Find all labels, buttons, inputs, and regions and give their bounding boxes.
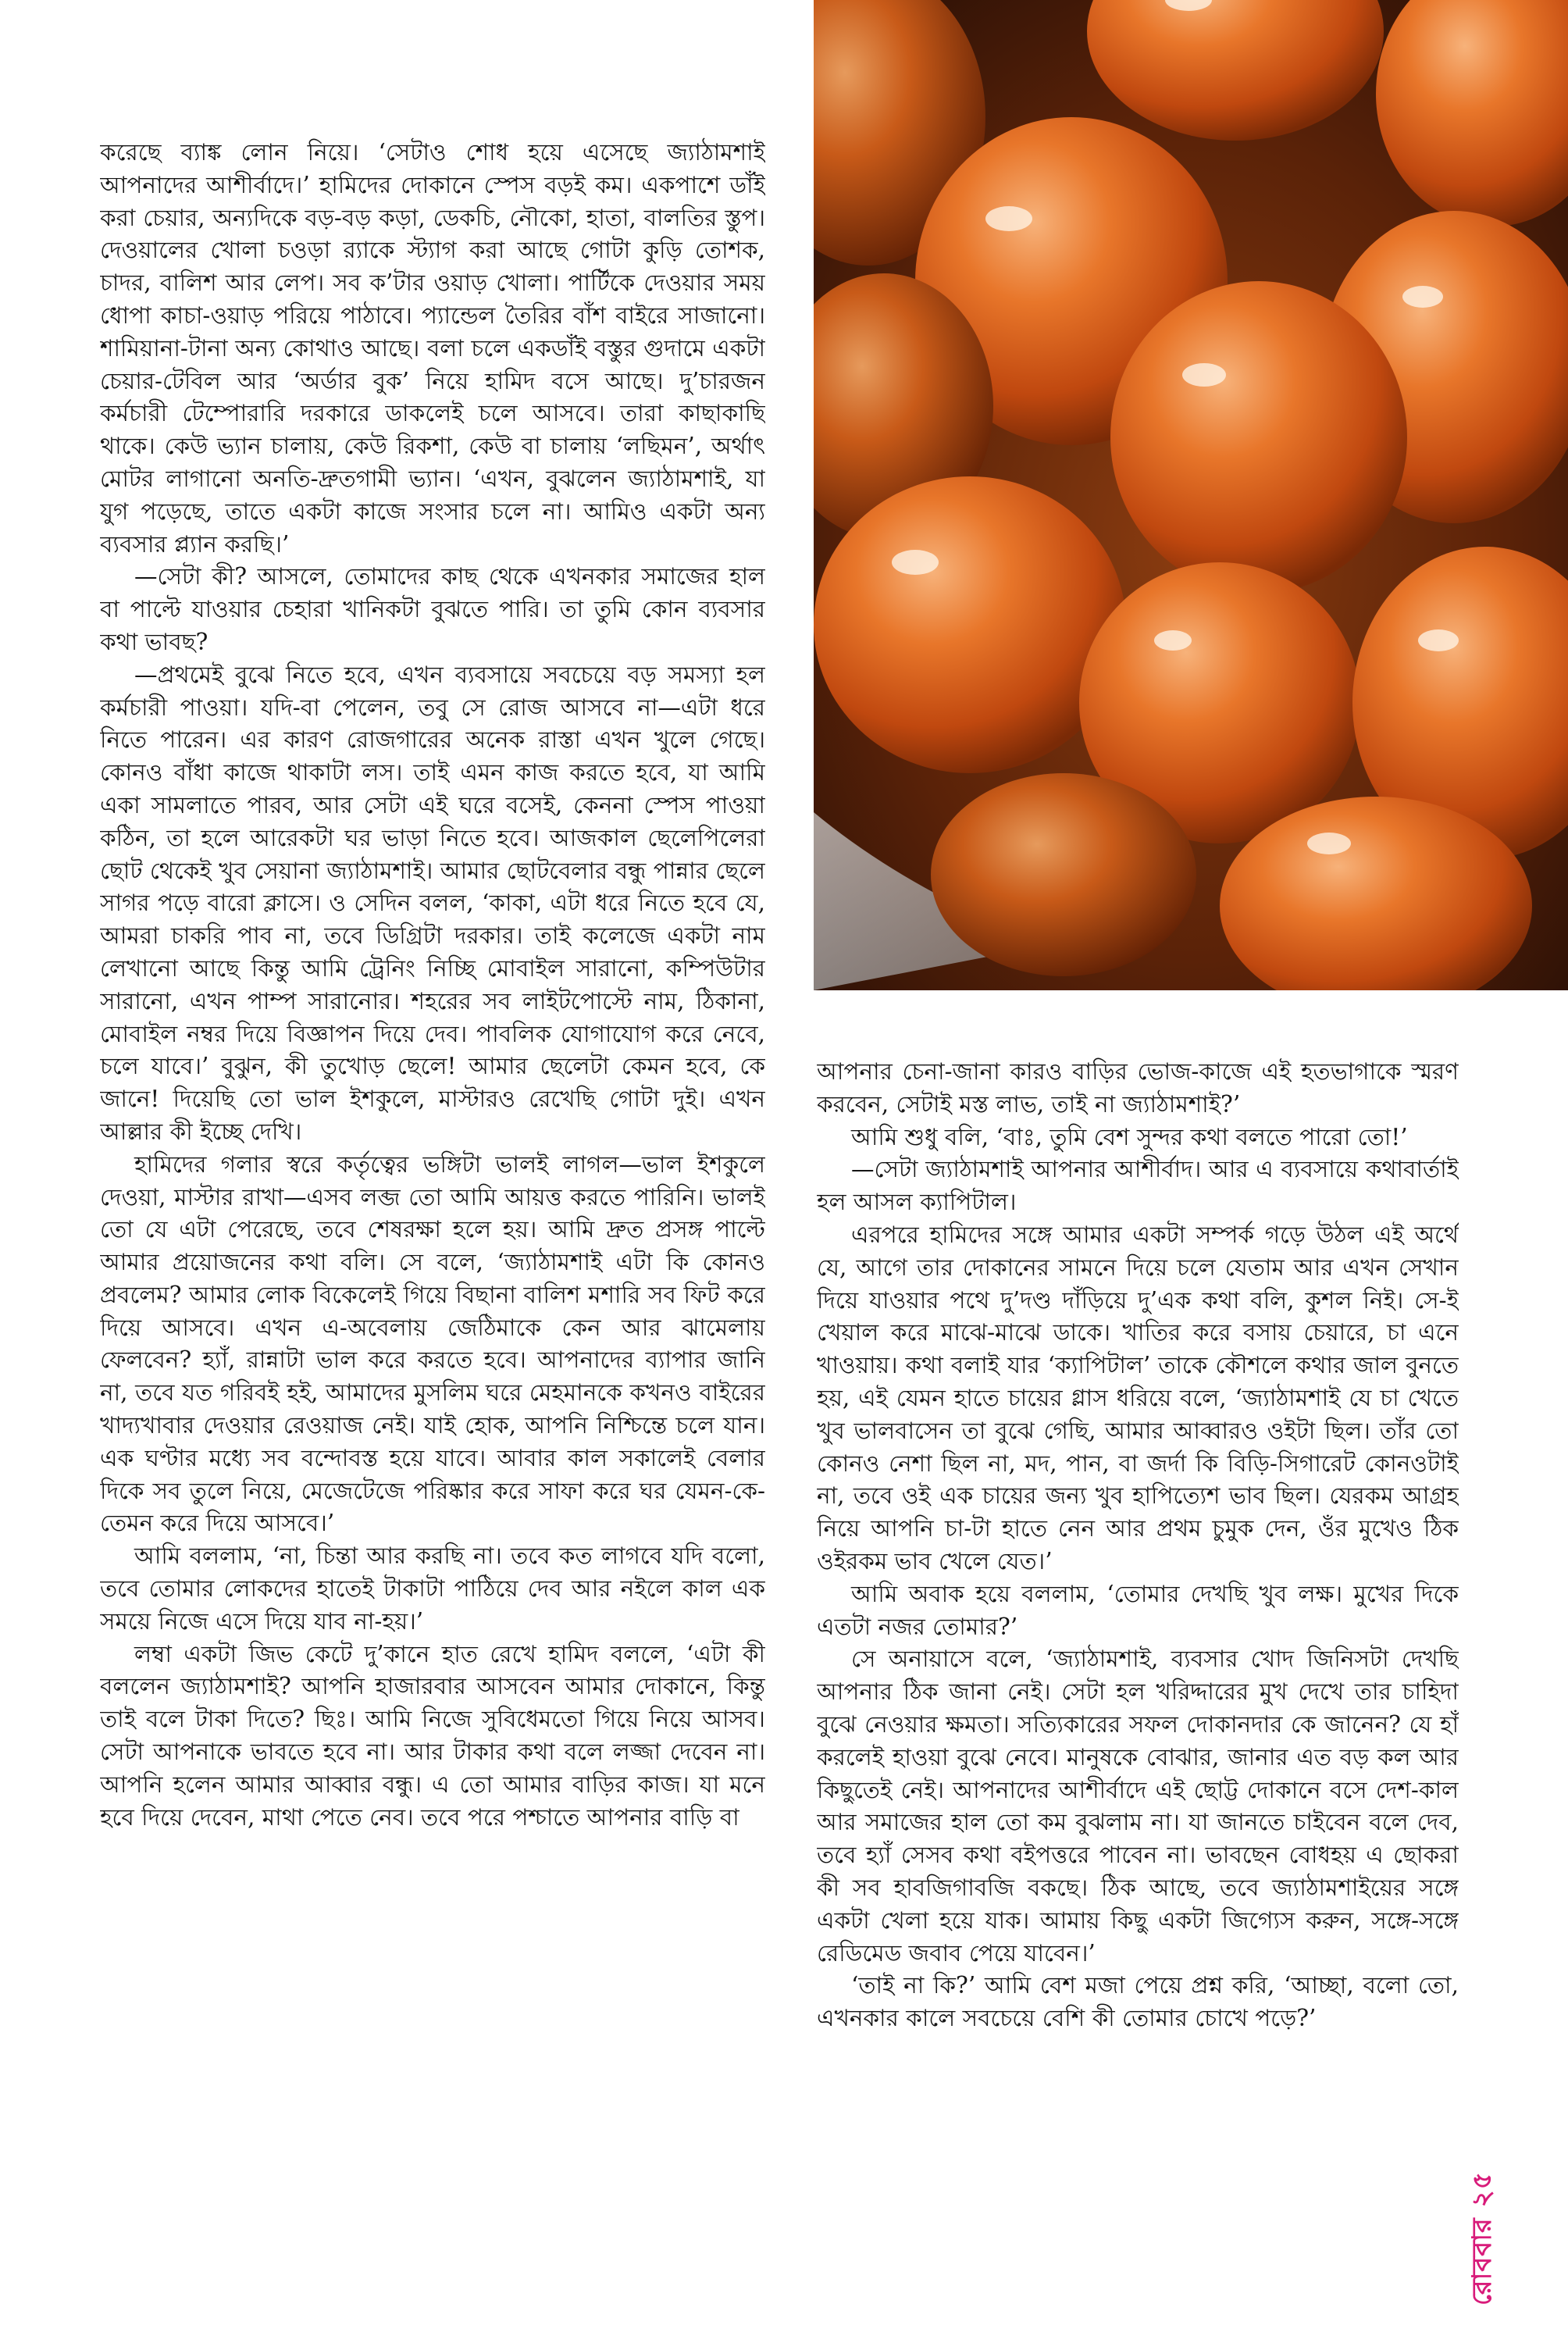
paragraph: আমি শুধু বলি, ‘বাঃ, তুমি বেশ সুন্দর কথা বলতে পারো তো!’ [851,1123,1408,1150]
paragraph: আমি বললাম, ‘না, চিন্তা আর করছি না। তবে কত লাগবে যদি বলো, তবে তোমার লোকদের হাতেই টাকাটা পাঠিয়ে দেব আর নইলে কাল এক সময়ে নিজে এসে দিয়ে যাব না-হয়।’ [100,1542,765,1635]
paragraph: করেছে ব্যাঙ্ক লোন নিয়ে। ‘সেটাও শোধ হয়ে এসেছে জ্যাঠামশাই আপনাদের আশীর্বাদে।’ হামিদের দোকানে স্পেস বড়ই কম। একপাশে ডাঁই করা চেয়ার, অন্যদিকে বড়-বড় কড়া, ডেকচি, নৌকো, হাতা, বালতির স্তুপ। দেওয়ালের খোলা চওড়া র‍্যাকে স্ট্যাগ করা আছে গোটা কুড়ি তোশক, চাদর, বালিশ আর লেপ। সব ক’টার ওয়াড় খোলা। পার্টিকে দেওয়ার সময় ধোপা কাচা-ওয়াড় পরিয়ে পাঠাবে। প্যান্ডেল তৈরির বাঁশ বাইরে সাজানো। শামিয়ানা-টানা অন্য কোথাও আছে। বলা চলে একডাঁই বস্তুর গুদামে একটা চেয়ার-টেবিল আর ‘অর্ডার বুক’ নিয়ে হামিদ বসে আছে। দু’চারজন কর্মচারী টেম্পোরারি দরকারে ডাকলেই চলে আসবে। তারা কাছাকাছি থাকে। কেউ ভ্যান চালায়, কেউ রিকশা, কেউ বা চালায় ‘লছিমন’, অর্থাৎ মোটর লাগানো অনতি-দ্রুতগামী ভ্যান। ‘এখন, বুঝলেন জ্যাঠামশাই, যা যুগ পড়েছে, তাতে একটা কাজে সংসার চলে না। আমিও একটা অন্য ব্যবসার প্ল্যান করছি।’ [100,139,765,558]
gulab-jamun-photo [814,0,1568,990]
article-column-left [100,137,765,2198]
paragraph: আমি অবাক হয়ে বললাম, ‘তোমার দেখছি খুব লক্ষ। মুখের দিকে এতটা নজর তোমার?’ [817,1580,1459,1640]
paragraph: লম্বা একটা জিভ কেটে দু’কানে হাত রেখে হামিদ বললে, ‘এটা কী বললেন জ্যাঠামশাই? আপনি হাজারবার আসবেন আমার দোকানে, কিন্তু তাই বলে টাকা দিতে? ছিঃ। আমি নিজে সুবিধেমতো গিয়ে নিয়ে আসব। সেটা আপনাকে ভাবতে হবে না। আর টাকার কথা বলে লজ্জা দেবেন না। আপনি হলেন আমার আব্বার বন্ধু। এ তো আমার বাড়ির কাজ। যা মনে হবে দিয়ে দেবেন, মাথা পেতে নেব। তবে পরে পশ্চাতে আপনার বাড়ি বা [100,1640,765,1831]
paragraph: হামিদের গলার স্বরে কর্তৃত্বের ভঙ্গিটা ভালই লাগল—ভাল ইশকুলে দেওয়া, মাস্টার রাখা—এসব লব্জ তো আমি আয়ত্ত করতে পারিনি। ভালই তো যে এটা পেরেছে, তবে শেষরক্ষা হলে হয়। আমি দ্রুত প্রসঙ্গ পাল্টে আমার প্রয়োজনের কথা বলি। সে বলে, ‘জ্যাঠামশাই এটা কি কোনও প্রবলেম? আমার লোক বিকেলেই গিয়ে বিছানা বালিশ মশারি সব ফিট করে দিয়ে আসবে। এখন এ-অবেলায় জেঠিমাকে কেন আর ঝামেলায় ফেলবেন? হ্যাঁ, রান্নাটা ভাল করে করতে হবে। আপনাদের ব্যাপার জানি না, তবে যত গরিবই হই, আমাদের মুসলিম ঘরে মেহমানকে কখনও বাইরের খাদ্যখাবার দেওয়ার রেওয়াজ নেই। যাই হোক, আপনি নিশ্চিন্তে চলে যান। এক ঘণ্টার মধ্যে সব বন্দোবস্ত হয়ে যাবে। আবার কাল সকালেই বেলার দিকে সব তুলে নিয়ে, মেজেটেজে পরিষ্কার করে সাফা করে ঘর যেমন-কে-তেমন করে দিয়ে আসবে।’ [100,1150,765,1537]
photo-illustration [814,0,1568,990]
paragraph: —প্রথমেই বুঝে নিতে হবে, এখন ব্যবসায়ে সবচেয়ে বড় সমস্যা হল কর্মচারী পাওয়া। যদি-বা পেলেন, তবু সে রোজ আসবে না—এটা ধরে নিতে পারেন। এর কারণ রোজগারের অনেক রাস্তা এখন খুলে গেছে। কোনও বাঁধা কাজে থাকাটা লস। তাই এমন কাজ করতে হবে, যা আমি একা সামলাতে পারব, আর সেটা এই ঘরে বসেই, কেননা স্পেস পাওয়া কঠিন, তা হলে আরেকটা ঘর ভাড়া নিতে হবে। আজকাল ছেলেপিলেরা ছোট থেকেই খুব সেয়ানা জ্যাঠামশাই। আমার ছোটবেলার বন্ধু পান্নার ছেলে সাগর পড়ে বারো ক্লাসে। ও সেদিন বলল, ‘কাকা, এটা ধরে নিতে হবে যে, আমরা চাকরি পাব না, তবে ডিগ্রিটা দরকার। তাই কলেজে একটা নাম লেখানো আছে কিন্তু আমি ট্রেনিং নিচ্ছি মোবাইল সারানো, কম্পিউটার সারানো, এখন পাম্প সারানোর। শহরের সব লাইটপোস্টে নাম, ঠিকানা, মোবাইল নম্বর দিয়ে বিজ্ঞাপন দিয়ে দেব। পাবলিক যোগাযোগ করে নেবে, চলে যাবে।’ বুঝুন, কী তুখোড় ছেলে! আমার ছেলেটা কেমন হবে, কে জানে! দিয়েছি তো ভাল ইশকুলে, মাস্টারও রেখেছি গোটা দুই। এখন আল্লার কী ইচ্ছে দেখি। [100,661,765,1145]
paragraph: —সেটা জ্যাঠামশাই আপনার আশীর্বাদ। আর এ ব্যবসায়ে কথাবার্তাই হল আসল ক্যাপিটাল। [817,1156,1459,1216]
paragraph: এরপরে হামিদের সঙ্গে আমার একটা সম্পর্ক গড়ে উঠল এই অর্থে যে, আগে তার দোকানের সামনে দিয়ে চলে যেতাম আর এখন সেখান দিয়ে যাওয়ার পথে দু’দণ্ড দাঁড়িয়ে দু’এক কথা বলি, কুশল নিই। সে-ই খেয়াল করে মাঝে-মাঝে ডাকে। খাতির করে বসায় চেয়ারে, চা এনে খাওয়ায়। কথা বলাই যার ‘ক্যাপিটাল’ তাকে কৌশলে কথার জাল বুনতে হয়, এই যেমন হাতে চায়ের গ্লাস ধরিয়ে বলে, ‘জ্যাঠামশাই যে চা খেতে খুব ভালবাসেন তা বুঝে গেছি, আমার আব্বারও ওইটা ছিল। তাঁর তো কোনও নেশা ছিল না, মদ, পান, বা জর্দা কি বিড়ি-সিগারেট কোনওটাই না, তবে ওই এক চায়ের জন্য খুব হাপিত্যেশ ভাব ছিল। যেরকম আগ্রহ নিয়ে আপনি চা-টা হাতে নেন আর প্রথম চুমুক দেন, ওঁর মুখেও ঠিক ওইরকম ভাব খেলে যেত।’ [817,1221,1459,1574]
article-column-right [817,1056,1459,2204]
magazine-name-page-number: রোববার ২৫ [1466,2171,1498,2305]
running-footer [1460,2093,1498,2312]
paragraph: সে অনায়াসে বলে, ‘জ্যাঠামশাই, ব্যবসার খোদ জিনিসটা দেখছি আপনার ঠিক জানা নেই। সেটা হল খরিদ্দারের মুখ দেখে তার চাহিদা বুঝে নেওয়ার ক্ষমতা। সত্যিকারের সফল দোকানদার কে জানেন? যে হাঁ করলেই হাওয়া বুঝে নেবে। মানুষকে বোঝার, জানার এত বড় কল আর কিছুতেই নেই। আপনাদের আশীর্বাদে এই ছোট্ট দোকানে বসে দেশ-কাল আর সমাজের হাল তো কম বুঝলাম না। যা জানতে চাইবেন বলে দেব, তবে হ্যাঁ সেসব কথা বইপত্তরে পাবেন না। ভাবছেন বোধহয় এ ছোকরা কী সব হাবজিগাবজি বকছে। ঠিক আছে, তবে জ্যাঠামশাইয়ের সঙ্গে একটা খেলা হয়ে যাক। আমায় কিছু একটা জিগ্যেস করুন, সঙ্গে-সঙ্গে রেডিমেড জবাব পেয়ে যাবেন।’ [817,1646,1459,1967]
paragraph: ‘তাই না কি?’ আমি বেশ মজা পেয়ে প্রশ্ন করি, ‘আচ্ছা, বলো তো, এখনকার কালে সবচেয়ে বেশি কী তোমার চোখে পড়ে?’ [817,1972,1459,2032]
paragraph: —সেটা কী? আসলে, তোমাদের কাছ থেকে এখনকার সমাজের হাল বা পাল্টে যাওয়ার চেহারা খানিকটা বুঝতে পারি। তা তুমি কোন ব্যবসার কথা ভাবছ? [100,563,765,655]
paragraph: আপনার চেনা-জানা কারও বাড়ির ভোজ-কাজে এই হতভাগাকে স্মরণ করবেন, সেটাই মস্ত লাভ, তাই না জ্যাঠামশাই?’ [817,1058,1459,1118]
